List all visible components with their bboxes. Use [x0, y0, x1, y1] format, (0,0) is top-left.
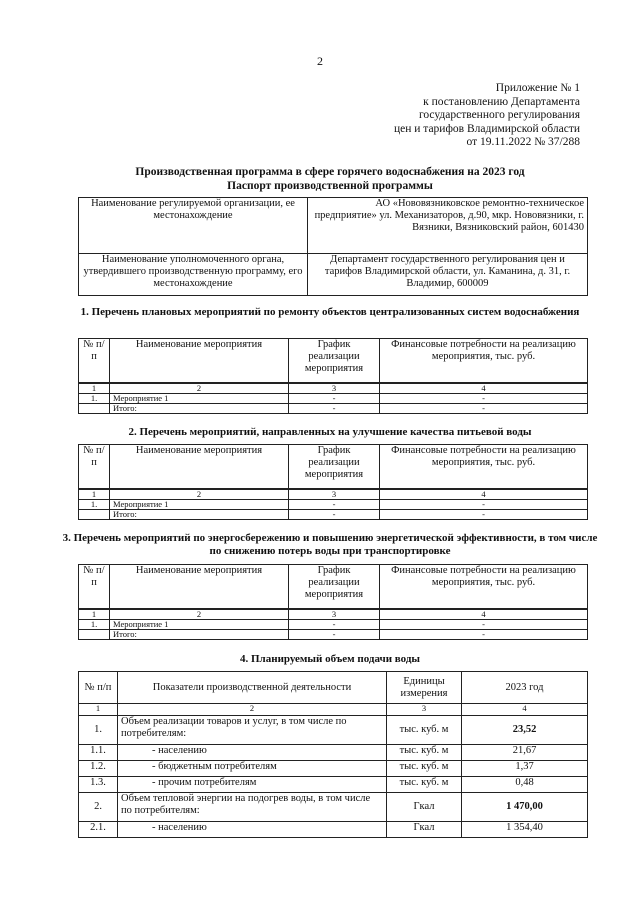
appendix-line: к постановлению Департамента	[423, 95, 580, 108]
cell: -	[289, 500, 380, 510]
cell: 1.2.	[79, 761, 118, 777]
header-cell: № п/п	[79, 565, 110, 609]
cell: 4	[380, 384, 588, 394]
passport-title: Паспорт производственной программы	[227, 180, 433, 192]
cell: -	[289, 404, 380, 414]
cell: 1.3.	[79, 777, 118, 793]
cell: -	[289, 394, 380, 404]
events-table-body	[78, 383, 588, 414]
cell: Гкал	[387, 793, 462, 822]
header-cell: Финансовые потребности на реализацию мероприятия, тыс. руб.	[380, 339, 588, 383]
header-cell: Финансовые потребности на реализацию мероприятия, тыс. руб.	[380, 565, 588, 609]
appendix-line: Приложение № 1	[495, 82, 580, 94]
cell: 2.	[79, 793, 118, 822]
header-cell: Показатели производственной деятельности	[118, 672, 387, 704]
header-cell: № п/п	[79, 445, 110, 489]
appendix-line: государственного регулирования	[418, 109, 580, 121]
cell: 1.1.	[79, 745, 118, 761]
cell: тыс. куб. м	[387, 716, 462, 745]
passport-label: Наименование регулируемой организации, ее местонахождение	[79, 198, 308, 254]
cell: 0,48	[462, 777, 588, 793]
cell	[79, 404, 110, 414]
cell: 2	[110, 490, 289, 500]
cell: тыс. куб. м	[387, 761, 462, 777]
cell: 3	[289, 610, 380, 620]
passport-value: АО «Нововязниковское ремонтно-техническое предприятие» ул. Механизаторов, д.90, мкр. Нововязники, г. Вязники, Вязниковский район, 601430	[308, 198, 588, 254]
events-table	[78, 444, 588, 489]
cell: -	[380, 394, 588, 404]
cell: -	[289, 630, 380, 640]
passport-label: Наименование уполномоченного органа, утвердившего производственную программу, его местонахождение	[79, 254, 308, 296]
cell: -	[289, 510, 380, 520]
cell: 4	[380, 490, 588, 500]
events-table-body	[78, 489, 588, 520]
cell: тыс. куб. м	[387, 745, 462, 761]
cell: Мероприятие 1	[110, 500, 289, 510]
appendix-header	[320, 82, 580, 150]
cell: -	[380, 630, 588, 640]
cell: 3	[387, 704, 462, 716]
cell: 1	[79, 490, 110, 500]
cell: 1 354,40	[462, 822, 588, 838]
section-title: 3. Перечень мероприятий по энергосбережению и повышению энергетической эффективности, в том числе по снижению потерь воды при транспортировке	[62, 532, 598, 557]
cell: 23,52	[462, 716, 588, 745]
section-title: 1. Перечень плановых мероприятий по ремонту объектов централизованных систем водоснабжения	[80, 306, 580, 318]
header-cell: № п/п	[79, 672, 118, 704]
cell: 2	[110, 610, 289, 620]
cell: 1	[79, 610, 110, 620]
cell: -	[380, 500, 588, 510]
cell: 1.	[79, 716, 118, 745]
cell: -	[380, 510, 588, 520]
cell: 1.	[79, 394, 110, 404]
cell: 4	[462, 704, 588, 716]
cell: Итого:	[110, 404, 289, 414]
events-table	[78, 338, 588, 383]
cell: Объем реализации товаров и услуг, в том числе по потребителям:	[118, 716, 387, 745]
cell: 2.1.	[79, 822, 118, 838]
program-title: Производственная программа в сфере горячего водоснабжения на 2023 год	[135, 166, 525, 178]
events-table-body	[78, 609, 588, 640]
header-cell: График реализации мероприятия	[289, 339, 380, 383]
volume-table	[78, 671, 588, 838]
passport-value: Департамент государственного регулирования цен и тарифов Владимирской области, ул. Каманина, д. 31, г. Владимир, 600009	[308, 254, 588, 296]
header-cell: Наименование мероприятия	[110, 445, 289, 489]
cell	[79, 510, 110, 520]
passport-table	[78, 197, 588, 296]
page-number: 2	[317, 54, 323, 68]
cell: 1,37	[462, 761, 588, 777]
cell: Итого:	[110, 510, 289, 520]
section-title: 4. Планируемый объем подачи воды	[240, 653, 420, 665]
cell: 1	[79, 384, 110, 394]
section-title: 2. Перечень мероприятий, направленных на улучшение качества питьевой воды	[128, 426, 532, 438]
header-cell: Финансовые потребности на реализацию мероприятия, тыс. руб.	[380, 445, 588, 489]
header-cell: № п/п	[79, 339, 110, 383]
header-cell: Наименование мероприятия	[110, 339, 289, 383]
cell: - прочим потребителям	[118, 777, 387, 793]
header-cell: График реализации мероприятия	[289, 445, 380, 489]
events-table	[78, 564, 588, 609]
cell	[79, 630, 110, 640]
cell: 4	[380, 610, 588, 620]
cell: 21,67	[462, 745, 588, 761]
cell: 1.	[79, 500, 110, 510]
cell: Объем тепловой энергии на подогрев воды, в том числе по потребителям:	[118, 793, 387, 822]
cell: 2	[118, 704, 387, 716]
cell: тыс. куб. м	[387, 777, 462, 793]
cell: 2	[110, 384, 289, 394]
cell: 3	[289, 490, 380, 500]
cell: 1 470,00	[462, 793, 588, 822]
cell: - населению	[118, 822, 387, 838]
cell: -	[289, 620, 380, 630]
appendix-line: от 19.11.2022 № 37/288	[466, 136, 580, 148]
cell: Итого:	[110, 630, 289, 640]
header-cell: 2023 год	[462, 672, 588, 704]
cell: Мероприятие 1	[110, 394, 289, 404]
cell: - населению	[118, 745, 387, 761]
cell: - бюджетным потребителям	[118, 761, 387, 777]
cell: 1	[79, 704, 118, 716]
cell: -	[380, 620, 588, 630]
header-cell: Единицы измерения	[387, 672, 462, 704]
cell: 1.	[79, 620, 110, 630]
appendix-line: цен и тарифов Владимирской области	[393, 122, 580, 135]
header-cell: График реализации мероприятия	[289, 565, 380, 609]
cell: 3	[289, 384, 380, 394]
header-cell: Наименование мероприятия	[110, 565, 289, 609]
cell: Мероприятие 1	[110, 620, 289, 630]
cell: Гкал	[387, 822, 462, 838]
cell: -	[380, 404, 588, 414]
